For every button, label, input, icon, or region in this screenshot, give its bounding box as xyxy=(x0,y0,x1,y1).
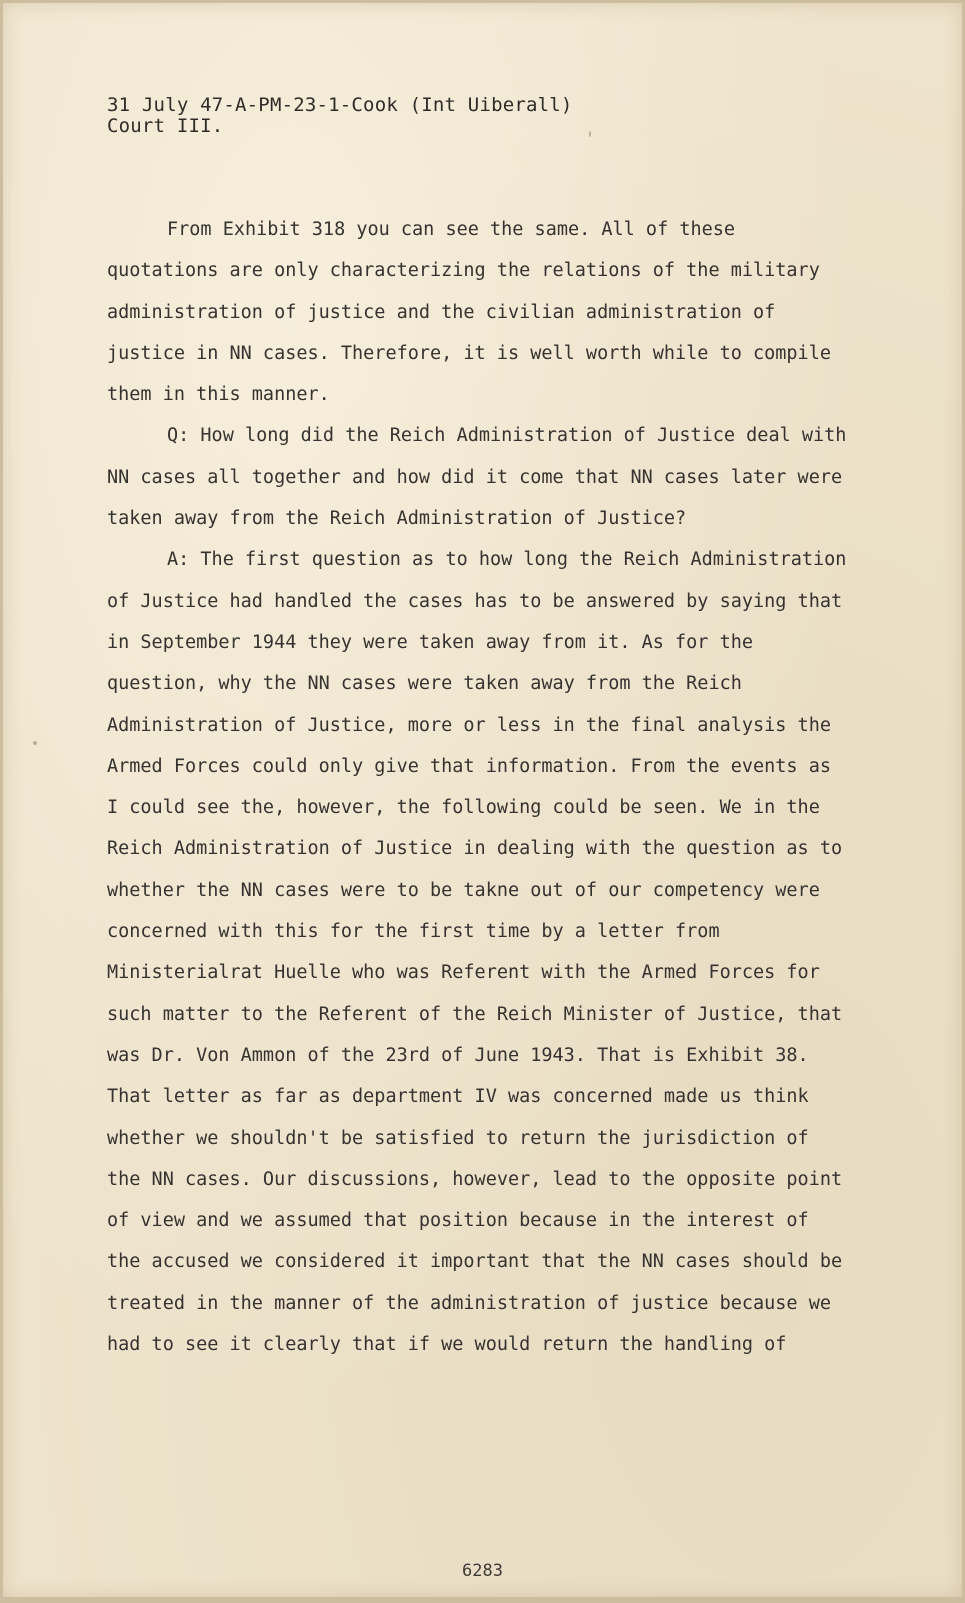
header-line-1: 31 July 47-A-PM-23-1-Cook (Int Uiberall) xyxy=(107,94,573,116)
document-page xyxy=(3,3,962,1597)
header-line-2: Court III. xyxy=(107,115,224,137)
paragraph: From Exhibit 318 you can see the same. All of these quotations are only characterizing the relations of the military administration of justice and the civilian administration of justice in NN cases. Therefore, it is well worth while to compile them in this manner. xyxy=(107,219,831,406)
paper-speck xyxy=(33,741,37,745)
page-number: 6283 xyxy=(462,1561,503,1581)
paragraph: Q: How long did the Reich Administration of Justice deal with NN cases all together and how did it come that NN cases later were taken away from the Reich Administration of Justice? xyxy=(107,425,847,530)
document-header xyxy=(107,95,573,137)
testimony-text xyxy=(107,209,847,1365)
paper-speck xyxy=(589,131,591,137)
paragraph: A: The first question as to how long the Reich Administration of Justice had handled the cases has to be answered by saying that in September 1944 they were taken away from it. As for the question, why the NN cases were taken away from the Reich Administration of Justice, more or less in the final analysis the Armed Forces could only give that information. From the events as I could see the, however, the following could be seen. We in the Reich Administration of Justice in dealing with the question as to whether the NN cases were to be takne out of our competency were concerned with this for the first time by a letter from Ministerialrat Huelle who was Referent with the Armed Forces for such matter to the Referent of the Reich Minister of Justice, that was Dr. Von Ammon of the 23rd of June 1943. That is Exhibit 38. That letter as far as department IV was concerned made us think whether we shouldn't be satisfied to return the jurisdiction of the NN cases. Our discussions, however, lead to the opposite point of view and we assumed that position because in the interest of the accused we considered it important that the NN cases should be treated in the manner of the administration of justice because we had to see it clearly that if we would return the handling of xyxy=(107,549,847,1356)
